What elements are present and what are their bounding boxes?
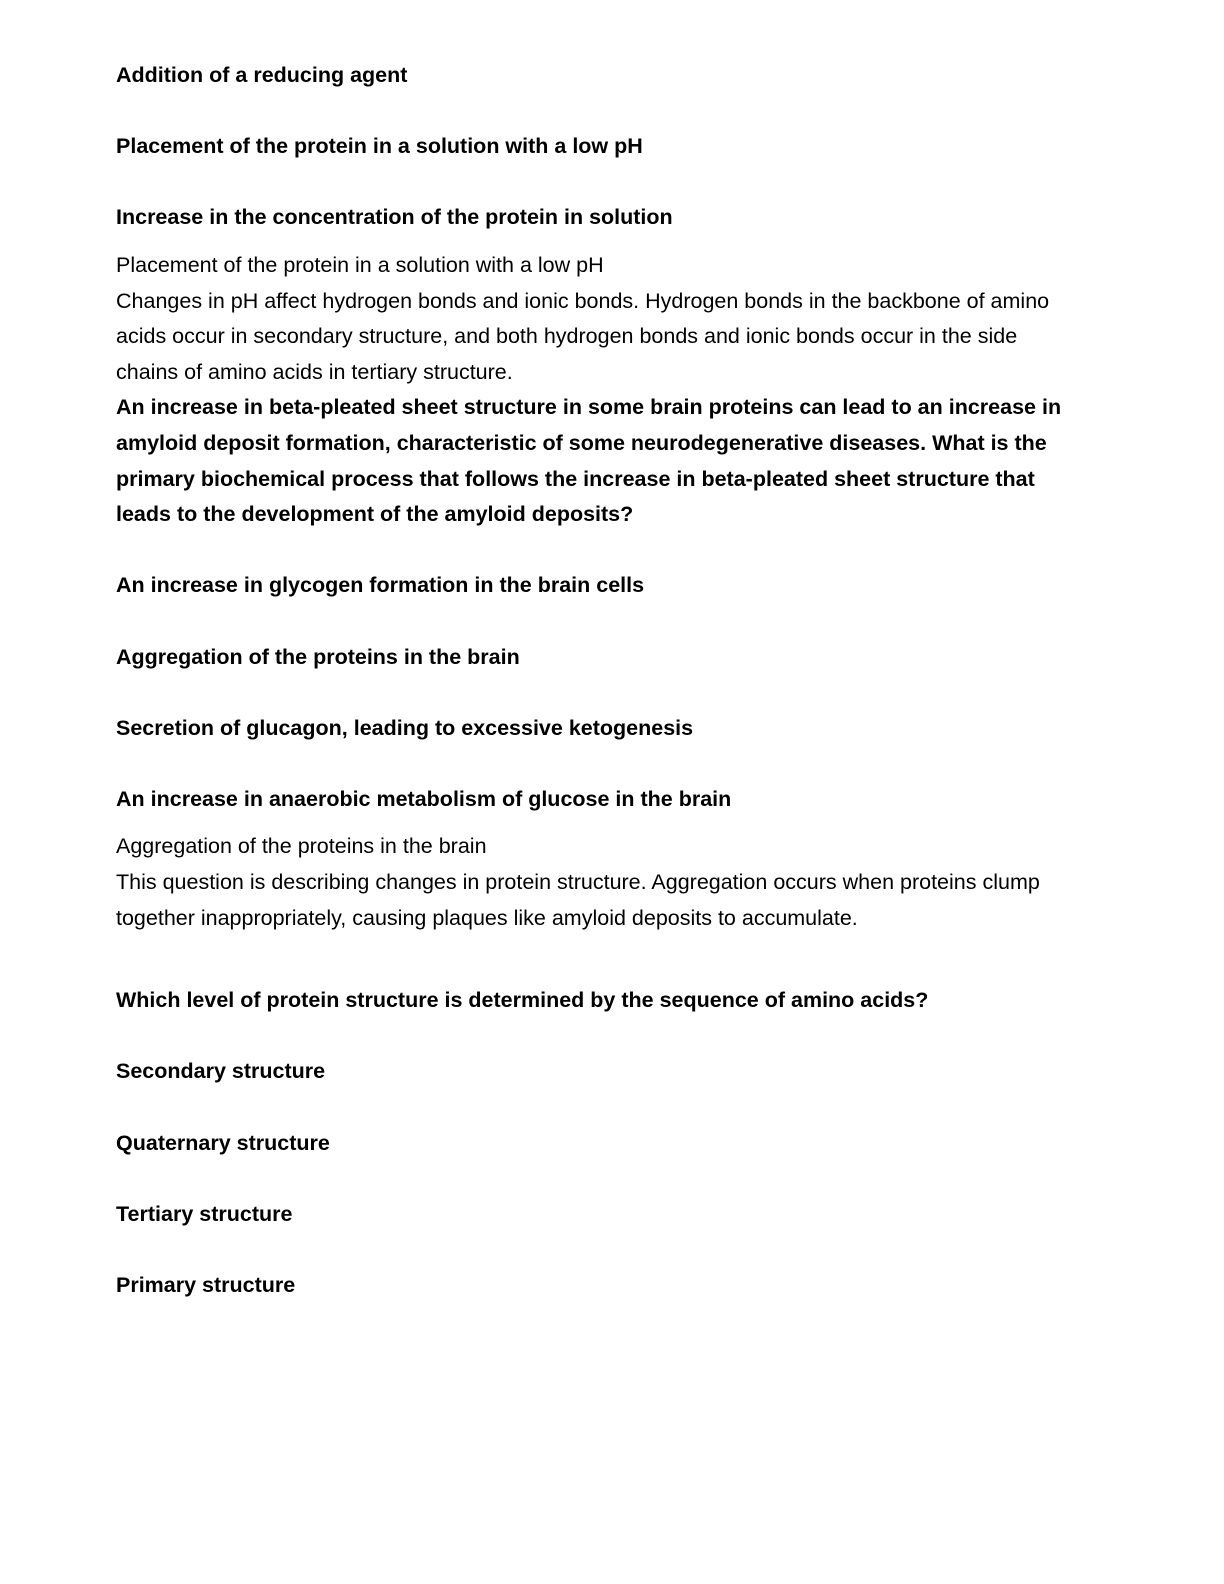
- option-text: An increase in glycogen formation in the brain cells: [116, 573, 645, 598]
- option-text: An increase in anaerobic metabolism of glucose in the brain: [116, 786, 732, 811]
- option-text: Quaternary structure: [116, 1130, 330, 1155]
- explanation-text: Changes in pH affect hydrogen bonds and ionic bonds. Hydrogen bonds in the backbone of amino acids occur in secondary structure, and both hydrogen bonds and ionic bonds occur in the side chains of amino acids in tertiary structure.: [116, 288, 1050, 384]
- option-text: Secondary structure: [116, 1059, 326, 1084]
- answer-text: Aggregation of the proteins in the brain: [116, 834, 487, 859]
- explanation-text: This question is describing changes in protein structure. Aggregation occurs when proteins clump together inappropriately, causing plaques like amyloid deposits to accumulate.: [116, 870, 1040, 930]
- option-text: Tertiary structure: [116, 1201, 293, 1226]
- answer-text: Placement of the protein in a solution with a low pH: [116, 252, 604, 277]
- option-text: Aggregation of the proteins in the brain: [116, 644, 520, 669]
- document-page: [116, 58, 1066, 1304]
- option-text: Placement of the protein in a solution with a low pH: [116, 134, 643, 159]
- question-text: Which level of protein structure is determined by the sequence of amino acids?: [116, 988, 929, 1013]
- question-text: An increase in beta-pleated sheet structure in some brain proteins can lead to an increase in amyloid deposit formation, characteristic of some neurodegenerative diseases. What is the primary biochemical process that follows the increase in beta-pleated sheet structure that leads to the development of the amyloid deposits?: [116, 395, 1062, 527]
- option-text: Addition of a reducing agent: [116, 63, 408, 87]
- option-text: Primary structure: [116, 1273, 296, 1297]
- option-text: Secretion of glucagon, leading to excessive ketogenesis: [116, 715, 694, 740]
- option-text: Increase in the concentration of the protein in solution: [116, 205, 673, 230]
